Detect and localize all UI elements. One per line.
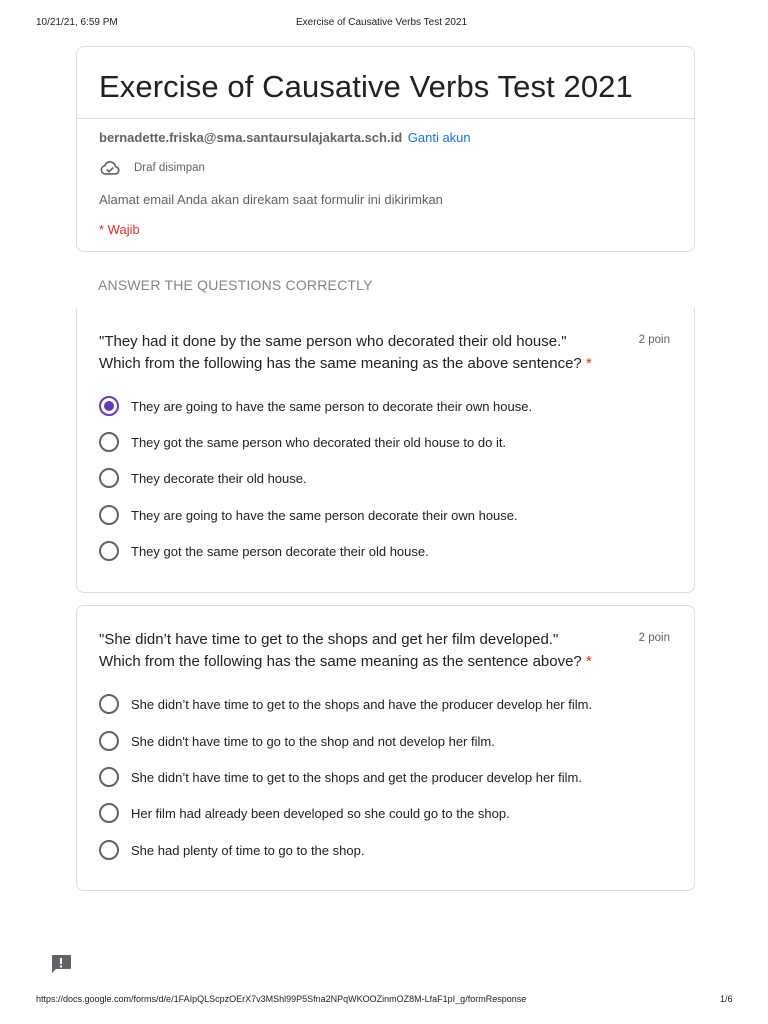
question-line-text: Which from the following has the same meaning as the sentence above? [99,653,582,670]
form-title: Exercise of Causative Verbs Test 2021 [99,69,633,104]
question-line: "She didn’t have time to get to the shops and get her film developed." [99,631,559,648]
account-email: bernadette.friska@sma.santaursulajakarta.sch.id [99,130,403,145]
question-points: 2 poin [638,334,670,346]
option-label: Her film had already been developed so she could go to the shop. [131,805,510,821]
radio-button-selected[interactable] [99,396,119,416]
cloud-check-icon [99,159,121,177]
print-title: Exercise of Causative Verbs Test 2021 [295,17,468,28]
option-label: They got the same person decorate their old house. [131,543,429,559]
radio-button[interactable] [99,541,119,561]
email-notice: Alamat email Anda akan direkam saat formulir ini dikirimkan [99,192,443,207]
draft-status [99,159,205,177]
section-label: ANSWER THE QUESTIONS CORRECTLY [98,277,373,293]
page-number: 1/6 [720,994,733,1004]
radio-button[interactable] [99,731,119,751]
option[interactable] [99,839,364,861]
question-points: 2 poin [638,632,670,644]
option[interactable] [99,504,518,526]
radio-button[interactable] [99,468,119,488]
divider [77,118,694,119]
print-url: https://docs.google.com/forms/d/e/1FAIpQLScpzOErX7v3MShl99P5Sfna2NPqWKOOZinmOZ8M-LfaF1pI_g/formResponse [36,994,527,1004]
question-text [99,629,634,673]
question-line-text: Which from the following has the same meaning as the above sentence? [99,355,582,372]
print-header [0,17,768,31]
option-label: They decorate their old house. [131,470,307,486]
option-label: They got the same person who decorated their old house to do it. [131,434,507,450]
option[interactable] [99,467,307,489]
option-label: They are going to have the same person decorate their own house. [131,507,518,523]
question-card [76,308,695,593]
radio-button[interactable] [99,694,119,714]
radio-button[interactable] [99,505,119,525]
radio-button[interactable] [99,767,119,787]
option-label: She didn't have time to go to the shop and not develop her film. [131,733,495,749]
radio-button[interactable] [99,840,119,860]
radio-button[interactable] [99,432,119,452]
account-line [99,130,471,145]
required-asterisk: * [585,355,592,372]
question-line [99,353,634,375]
option[interactable] [99,730,495,752]
switch-account-link[interactable]: Ganti akun [407,130,471,145]
feedback-icon[interactable] [50,954,72,974]
question-line: "They had it done by the same person who decorated their old house." [99,333,567,350]
option[interactable] [99,431,506,453]
question-line [99,651,634,673]
option[interactable] [99,802,510,824]
option-label: She didn’t have time to get to the shops and get the producer develop her film. [131,769,582,785]
option-label: She didn’t have time to get to the shops and have the producer develop her film. [131,696,593,712]
radio-button[interactable] [99,803,119,823]
question-text [99,331,634,375]
required-asterisk: * [585,653,592,670]
form-header-card [76,46,695,252]
option-label: She had plenty of time to go to the shop. [131,842,365,858]
option[interactable] [99,693,592,715]
draft-status-label: Draf disimpan [134,162,205,174]
option-label: They are going to have the same person to decorate their own house. [131,398,533,414]
required-note: * Wajib [99,222,140,237]
option[interactable] [99,766,582,788]
option[interactable] [99,540,429,562]
question-card [76,605,695,891]
print-date: 10/21/21, 6:59 PM [36,17,118,28]
option[interactable] [99,395,532,417]
